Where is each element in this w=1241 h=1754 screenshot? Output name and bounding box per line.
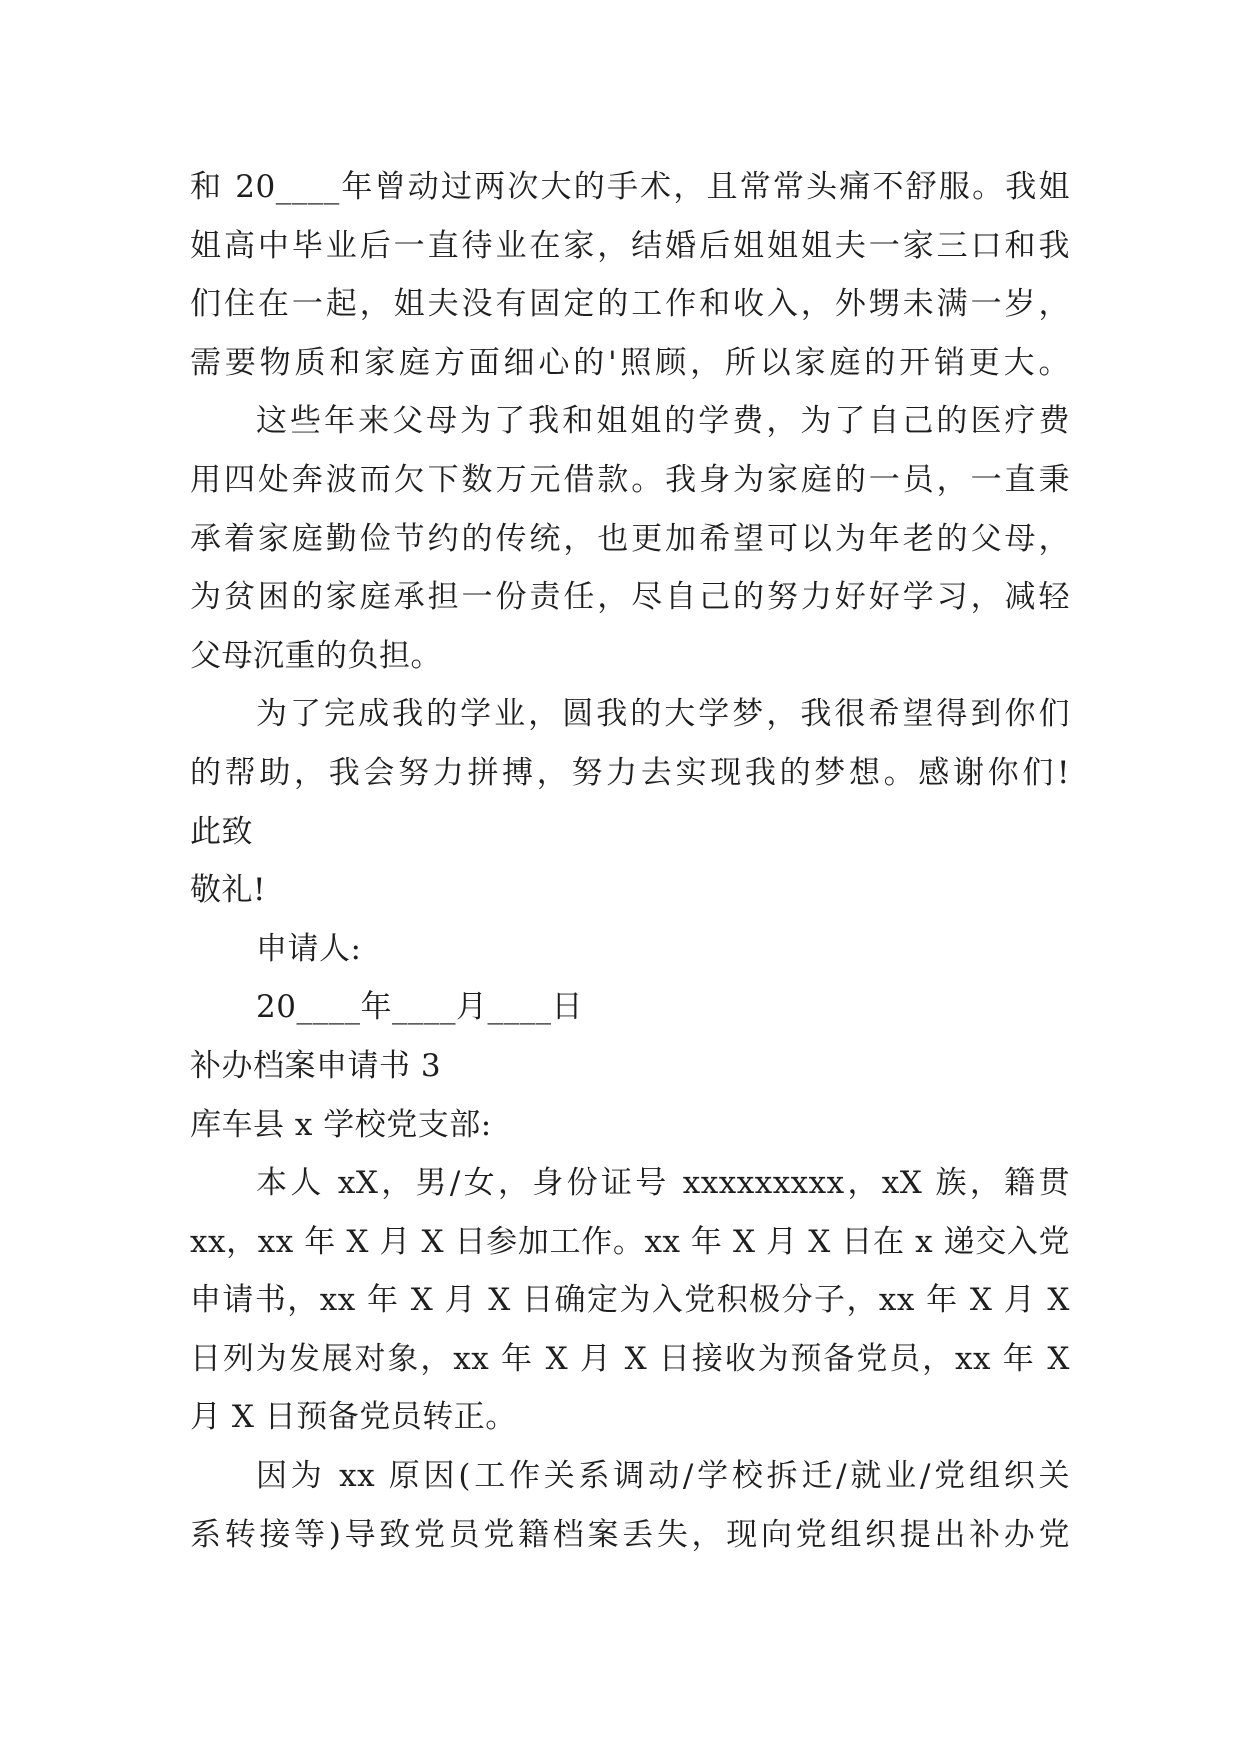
text-line: 敬礼! (190, 872, 266, 909)
text-line: 因为 xx 原因(工作关系调动/学校拆迁/就业/党组织关 (256, 1458, 1070, 1495)
text-line: 父母沉重的负担。 (190, 637, 442, 674)
text-line: 补办档案申请书 3 (190, 1047, 442, 1084)
text-line: 需要物质和家庭方面细心的'照顾，所以家庭的开销更大。 (190, 344, 1070, 381)
text-line: 申请书，xx 年 X 月 X 日确定为入党积极分子，xx 年 X 月 X (190, 1282, 1070, 1319)
text-line: 20____年____月____日 (256, 989, 583, 1026)
text-line: 日列为发展对象，xx 年 X 月 X 日接收为预备党员，xx 年 X (190, 1340, 1070, 1377)
text-line: 本人 xX，男/女，身份证号 xxxxxxxxx，xX 族，籍贯 (256, 1165, 1070, 1202)
text-line: 用四处奔波而欠下数万元借款。我身为家庭的一员，一直秉 (190, 461, 1070, 498)
text-line: xx，xx 年 X 月 X 日参加工作。xx 年 X 月 X 日在 x 递交入党 (190, 1223, 1070, 1260)
text-line: 此致 (190, 813, 253, 850)
text-line: 和 20____年曾动过两次大的手术，且常常头痛不舒服。我姐 (190, 169, 1070, 205)
text-line: 为了完成我的学业，圆我的大学梦，我很希望得到你们 (256, 696, 1070, 733)
text-line: 申请人: (256, 930, 362, 967)
text-line: 库车县 x 学校党支部: (190, 1106, 492, 1143)
text-line: 系转接等)导致党员党籍档案丢失，现向党组织提出补办党 (190, 1516, 1070, 1553)
text-line: 这些年来父母为了我和姐姐的学费，为了自己的医疗费 (256, 403, 1070, 440)
text-line: 们住在一起，姐夫没有固定的工作和收入，外甥未满一岁， (190, 286, 1070, 323)
text-line: 为贫困的家庭承担一份责任，尽自己的努力好好学习，减轻 (190, 579, 1070, 616)
text-line: 的帮助，我会努力拼搏，努力去实现我的梦想。感谢你们! (190, 754, 1070, 791)
document-body (190, 158, 1070, 1564)
text-line: 月 X 日预备党员转正。 (190, 1399, 517, 1436)
text-line: 姐高中毕业后一直待业在家，结婚后姐姐姐夫一家三口和我 (190, 227, 1070, 264)
text-line: 承着家庭勤俭节约的传统，也更加希望可以为年老的父母， (190, 520, 1070, 557)
